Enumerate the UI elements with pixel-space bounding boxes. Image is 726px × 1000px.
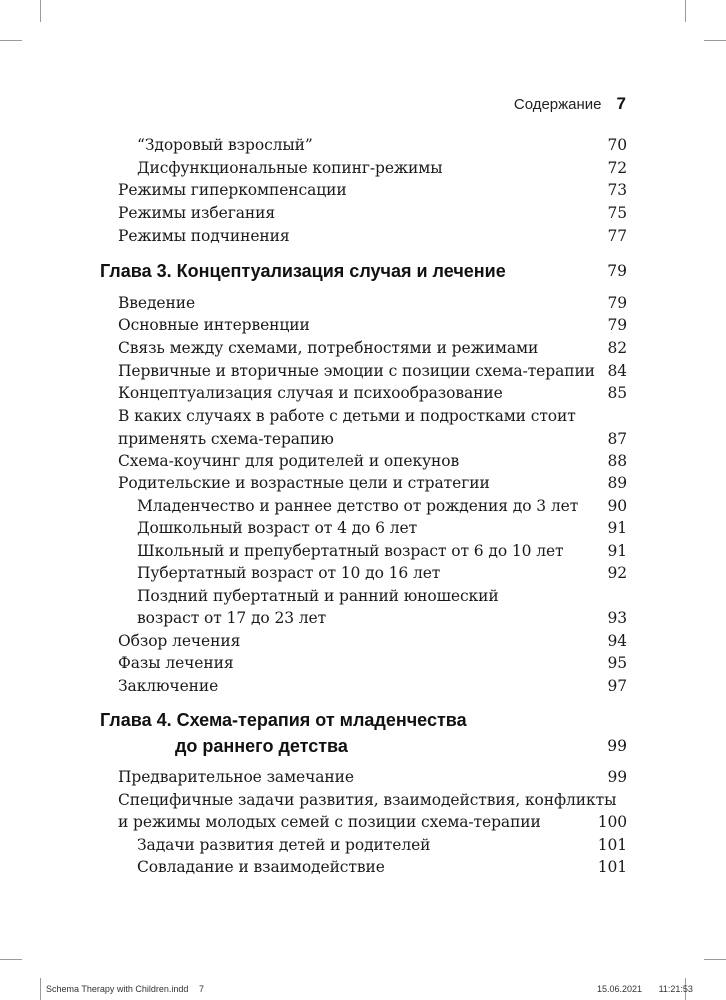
- toc-entry-title: Обзор лечения: [118, 632, 241, 650]
- slug-timestamp: [597, 984, 693, 994]
- toc-entry-title: Дисфункциональные копинг-режимы: [137, 159, 443, 177]
- chapter-title: до раннего детства: [175, 736, 348, 756]
- toc-entry[interactable]: [118, 203, 627, 223]
- toc-entry[interactable]: [118, 812, 627, 832]
- toc-entry[interactable]: [137, 496, 627, 516]
- toc-entry-title: Схема-коучинг для родителей и опекунов: [118, 452, 460, 470]
- toc-entry-title: Введение: [118, 294, 196, 312]
- toc-entry-title: Поздний пубертатный и ранний юношеский: [137, 587, 499, 605]
- crop-mark: [40, 0, 41, 22]
- toc-entry-page: 77: [607, 227, 627, 245]
- toc-entry-page: 79: [607, 294, 627, 312]
- toc-entry-page: 87: [607, 430, 627, 448]
- toc-entry-page: 100: [597, 813, 627, 831]
- crop-mark: [40, 978, 41, 1000]
- toc-entry-title: Концептуализация случая и психообразование: [118, 384, 503, 402]
- toc-entry-title: Предварительное замечание: [118, 768, 354, 786]
- toc-entry[interactable]: [118, 293, 627, 313]
- toc-entry-page: 91: [607, 542, 627, 560]
- chapter-title: Глава 4. Схема-терапия от младенчества: [100, 710, 467, 730]
- toc-entry[interactable]: [118, 676, 627, 696]
- toc-entry-page: 75: [607, 204, 627, 222]
- toc-entry-page: 90: [607, 497, 627, 515]
- toc-entry-title: Первичные и вторичные эмоции с позиции схема-терапии: [118, 362, 595, 380]
- toc-entry[interactable]: [137, 563, 627, 583]
- slug-time: 11:21:53: [658, 984, 693, 994]
- toc-entry-title: Задачи развития детей и родителей: [137, 836, 431, 854]
- toc-entry-page: 72: [607, 159, 627, 177]
- toc-entry-title: Пубертатный возраст от 10 до 16 лет: [137, 564, 441, 582]
- crop-mark: [0, 40, 22, 41]
- toc-entry[interactable]: [137, 608, 627, 628]
- running-head: [514, 94, 626, 114]
- toc-entry[interactable]: [118, 383, 627, 403]
- toc-entry-title: Режимы гиперкомпенсации: [118, 181, 347, 199]
- toc-entry[interactable]: [118, 790, 627, 810]
- toc-entry-page: 101: [597, 836, 627, 854]
- slug-file: [46, 984, 204, 994]
- crop-mark: [704, 40, 726, 41]
- chapter-page: 99: [607, 737, 627, 755]
- toc-entry[interactable]: [118, 361, 627, 381]
- slug-page: 7: [198, 984, 204, 994]
- toc-entry[interactable]: [137, 518, 627, 538]
- toc-entry-page: 92: [607, 564, 627, 582]
- toc-entry-title: Режимы подчинения: [118, 227, 290, 245]
- toc-entry[interactable]: [118, 767, 627, 787]
- toc-entry[interactable]: [118, 429, 627, 449]
- running-head-page-number: 7: [616, 94, 626, 113]
- toc-chapter-heading-continuation[interactable]: [175, 735, 627, 757]
- toc-entry[interactable]: [118, 473, 627, 493]
- toc-entry[interactable]: [137, 586, 627, 606]
- running-head-title: Содержание: [513, 96, 602, 113]
- toc-entry-title: Совладание и взаимодействие: [137, 858, 385, 876]
- toc-entry-page: 82: [607, 339, 627, 357]
- toc-entry[interactable]: [137, 158, 627, 178]
- toc-entry-page: 70: [607, 136, 627, 154]
- toc-entry-page: 95: [607, 654, 627, 672]
- toc-entry-page: 84: [607, 362, 627, 380]
- crop-mark: [0, 959, 22, 960]
- toc-entry[interactable]: [118, 406, 627, 426]
- toc-entry-page: 94: [607, 632, 627, 650]
- toc-entry-title: применять схема-терапию: [118, 430, 334, 448]
- toc-entry-title: В каких случаях в работе с детьми и подростками стоит: [118, 407, 576, 425]
- toc-chapter-heading[interactable]: [100, 709, 627, 731]
- toc-entry[interactable]: [118, 226, 627, 246]
- toc-entry[interactable]: [118, 653, 627, 673]
- toc-entry-page: 99: [607, 768, 627, 786]
- toc-entry-page: 89: [607, 474, 627, 492]
- toc-entry-title: возраст от 17 до 23 лет: [137, 609, 327, 627]
- toc-entry-page: 101: [597, 858, 627, 876]
- toc-entry-page: 97: [607, 677, 627, 695]
- toc-entry[interactable]: [118, 180, 627, 200]
- toc-entry[interactable]: [118, 451, 627, 471]
- toc-entry-title: Основные интервенции: [118, 316, 310, 334]
- crop-mark: [685, 0, 686, 22]
- toc-entry-title: Дошкольный возраст от 4 до 6 лет: [137, 519, 418, 537]
- toc-entry[interactable]: [137, 835, 627, 855]
- toc-entry-title: Режимы избегания: [118, 204, 276, 222]
- toc-entry-title: Связь между схемами, потребностями и режимами: [118, 339, 539, 357]
- toc-entry[interactable]: [137, 541, 627, 561]
- toc-chapter-heading[interactable]: [100, 260, 627, 282]
- toc-entry-page: 85: [607, 384, 627, 402]
- toc-entry-page: 88: [607, 452, 627, 470]
- toc-entry-title: Младенчество и раннее детство от рождения до 3 лет: [137, 497, 579, 515]
- chapter-title: Глава 3. Концептуализация случая и лечение: [100, 261, 506, 281]
- toc-entry-page: 91: [607, 519, 627, 537]
- toc-entry-title: “Здоровый взрослый”: [137, 136, 313, 154]
- crop-mark: [704, 959, 726, 960]
- toc-entry[interactable]: [118, 631, 627, 651]
- toc-entry[interactable]: [118, 338, 627, 358]
- toc-entry-title: Школьный и препубертатный возраст от 6 до 10 лет: [137, 542, 564, 560]
- toc-entry[interactable]: [137, 135, 627, 155]
- toc-entry-title: Фазы лечения: [118, 654, 234, 672]
- toc-entry[interactable]: [118, 315, 627, 335]
- toc-entry-title: Заключение: [118, 677, 219, 695]
- toc-entry-title: и режимы молодых семей с позиции схема-терапии: [118, 813, 541, 831]
- toc-entry-title: Специфичные задачи развития, взаимодействия, конфликты: [118, 791, 617, 809]
- slug-filename: Schema Therapy with Children.indd: [46, 984, 189, 994]
- toc-entry-page: 79: [607, 316, 627, 334]
- toc-entry-page: 93: [607, 609, 627, 627]
- toc-entry-title: Родительские и возрастные цели и стратегии: [118, 474, 490, 492]
- slug-date: 15.06.2021: [597, 984, 643, 994]
- chapter-page: 79: [607, 262, 627, 280]
- toc-entry-page: 73: [607, 181, 627, 199]
- toc-entry[interactable]: [137, 857, 627, 877]
